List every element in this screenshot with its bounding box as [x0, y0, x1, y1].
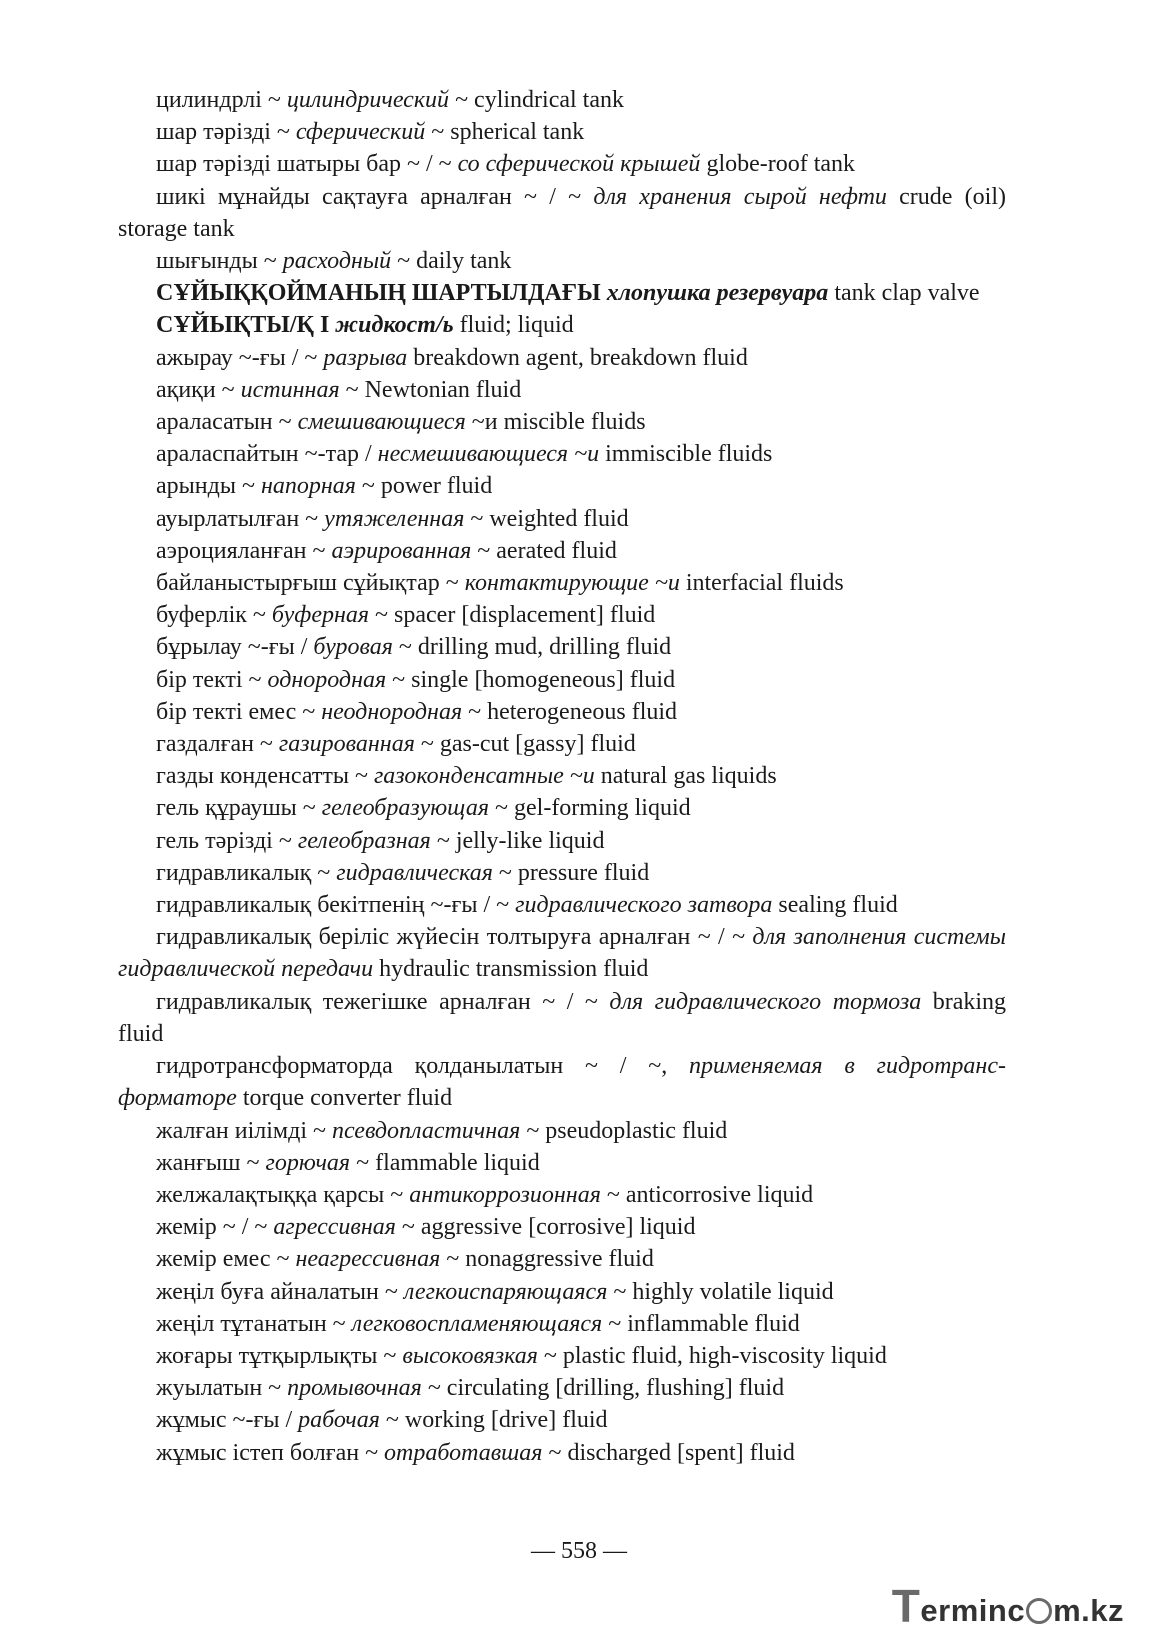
entry-text: natural gas liquids — [594, 763, 777, 790]
entry-russian-term: неагрессивная — [295, 1246, 441, 1273]
dictionary-entry — [118, 986, 1006, 1050]
entry-text: газды конденсатты ~ — [156, 763, 374, 790]
entry-russian-term: неоднородная — [321, 698, 463, 725]
entry-text: араласатын ~ — [156, 409, 298, 436]
dictionary-entry — [118, 1340, 1006, 1372]
entry-text: ~ aggressive [corrosive] liquid — [395, 1214, 696, 1241]
entry-russian-term: применяемая в гидротранс-форматоре — [118, 1053, 1006, 1112]
entry-headword: СҰЙЫҚҚОЙМАНЫҢ ШАРТЫЛДАҒЫ — [156, 280, 601, 307]
logo-text-middle: erminc — [920, 1593, 1026, 1628]
entry-russian-term: жидкост/ь — [335, 312, 454, 339]
entry-text: жоғары тұтқырлықты ~ — [156, 1342, 403, 1369]
entry-text: ~ jelly-like liquid — [430, 827, 605, 854]
entry-text: ~ aerated fluid — [471, 537, 617, 564]
dictionary-entry — [118, 1147, 1006, 1179]
entry-text: шикі мұнайды сақтауға арналған ~ / ~ — [156, 183, 594, 210]
entry-text: ~ working [drive] fluid — [379, 1407, 608, 1434]
entry-text: жанғыш ~ — [156, 1149, 266, 1176]
entry-text: ~ plastic fluid, high-viscosity liquid — [537, 1342, 887, 1369]
entry-russian-term: промывочная — [287, 1375, 422, 1402]
entry-russian-term: газоконденсатные ~и — [373, 763, 595, 790]
entry-russian-term: истинная — [240, 376, 340, 403]
entry-russian-term: газированная — [278, 731, 415, 758]
dictionary-entry — [118, 470, 1006, 502]
entry-text: гель құраушы ~ — [156, 795, 322, 822]
dictionary-entry — [118, 696, 1006, 728]
entry-text: бұрылау ~-ғы / — [156, 634, 314, 661]
entry-text: гидротрансформаторда қолданылатын ~ / ~, — [156, 1053, 690, 1080]
entry-text: жемір ~ / ~ — [156, 1214, 274, 1241]
page-number: — 558 — — [531, 1538, 627, 1564]
entry-russian-term: буферная — [271, 602, 370, 629]
entry-russian-term: для хранения сырой нефти — [593, 183, 887, 210]
entry-russian-term: рабочая — [298, 1407, 380, 1434]
entry-text: ~ pseudoplastic fluid — [520, 1117, 728, 1144]
dictionary-entry — [118, 503, 1006, 535]
entry-text: шығынды ~ — [156, 248, 283, 275]
entry-text: tank clap valve — [828, 280, 980, 307]
dictionary-entry — [118, 1050, 1006, 1114]
entry-russian-term: гидравлического затвора — [515, 892, 773, 919]
dictionary-entry — [118, 277, 1006, 309]
dictionary-entry — [118, 792, 1006, 824]
entry-russian-term: легковоспламеняющаяся — [351, 1310, 603, 1337]
entry-text: sealing fluid — [772, 892, 898, 919]
entry-text: жұмыс істеп болған ~ — [156, 1439, 385, 1466]
entry-russian-term: хлопушка резервуара — [606, 280, 829, 307]
dictionary-entry — [118, 1372, 1006, 1404]
entry-text: газдалған ~ — [156, 731, 279, 758]
entry-text: ~ anticorrosive liquid — [600, 1181, 814, 1208]
entry-russian-term: псевдопластичная — [331, 1117, 521, 1144]
entry-text: ~ power fluid — [355, 473, 493, 500]
entry-text: ~ nonaggressive fluid — [440, 1246, 654, 1273]
entry-text: гидравликалық тежегішке арналған ~ / ~ — [156, 988, 610, 1015]
termincom-logo — [891, 1579, 1124, 1632]
dictionary-entry — [118, 1211, 1006, 1243]
entry-text: globe-roof tank — [700, 151, 856, 178]
entry-text: ~ flammable liquid — [350, 1149, 540, 1176]
entry-russian-term: цилиндрический — [286, 87, 450, 113]
dictionary-entry — [118, 148, 1006, 180]
logo-letter-t: T — [891, 1580, 921, 1632]
entry-text: ~ cylindrical tank — [449, 87, 624, 113]
entry-text: бір текті емес ~ — [156, 698, 322, 725]
entry-text: желжалақтыққа қарсы ~ — [156, 1181, 410, 1208]
entry-russian-term: со сферической крышей — [457, 151, 701, 178]
entry-russian-term: расходный — [282, 248, 392, 275]
entry-russian-term: гидравлическая — [336, 859, 493, 886]
dictionary-entry — [118, 342, 1006, 374]
dictionary-entry — [118, 309, 1006, 341]
entry-text: жуылатын ~ — [156, 1375, 288, 1402]
entry-text: ~ inflammable fluid — [602, 1310, 800, 1337]
entry-text: араласпайтын ~-тар / — [156, 441, 378, 468]
dictionary-entry — [118, 889, 1006, 921]
dictionary-entry — [118, 599, 1006, 631]
entry-text: жұмыс ~-ғы / — [156, 1407, 299, 1434]
entry-russian-term: гелеобразная — [297, 827, 431, 854]
entry-text: ~ daily tank — [391, 248, 512, 275]
entry-text: ~ gas-cut [gassy] fluid — [414, 731, 636, 758]
entry-russian-term: смешивающиеся — [297, 409, 466, 436]
entry-text: жеңіл тұтанатын ~ — [156, 1310, 352, 1337]
entry-text: hydraulic transmission fluid — [373, 956, 649, 983]
dictionary-entry — [118, 1437, 1006, 1469]
entry-russian-term: буровая — [313, 634, 393, 661]
dictionary-entry — [118, 1276, 1006, 1308]
entry-text: ~ gel-forming liquid — [489, 795, 691, 822]
entry-russian-term: напорная — [260, 473, 356, 500]
entry-text: ақиқи ~ — [156, 376, 241, 403]
entry-text: шар тәрізді ~ — [156, 119, 296, 146]
dictionary-entry — [118, 84, 1006, 116]
dictionary-entry — [118, 728, 1006, 760]
entry-russian-term: высоковязкая — [402, 1342, 538, 1369]
entry-russian-term: утяжеленная — [324, 505, 465, 532]
entry-text: жемір емес ~ — [156, 1246, 296, 1273]
dictionary-entry — [118, 1179, 1006, 1211]
dictionary-entry — [118, 664, 1006, 696]
entry-text: арынды ~ — [156, 473, 261, 500]
entry-text: ~ single [homogeneous] fluid — [386, 666, 676, 693]
entry-text: torque converter fluid — [236, 1085, 453, 1112]
entry-headword: СҰЙЫҚТЫ/Қ I — [156, 312, 330, 339]
entry-text: ауырлатылған ~ — [156, 505, 325, 532]
entry-text: гидравликалық бекітпенің ~-ғы / ~ — [156, 892, 516, 919]
dictionary-entry — [118, 116, 1006, 148]
entry-text: жалған иілімді ~ — [156, 1117, 332, 1144]
entry-text: ~ discharged [spent] fluid — [542, 1439, 795, 1466]
entry-text: ~ spacer [displacement] fluid — [369, 602, 656, 629]
letter-o-ring-icon — [1026, 1598, 1052, 1624]
entry-russian-term: горючая — [265, 1149, 351, 1176]
entry-text: шар тәрізді шатыры бар ~ / ~ — [156, 151, 458, 178]
entry-text: ~ spherical tank — [425, 119, 585, 146]
dictionary-entry — [118, 1404, 1006, 1436]
entry-text: ~и miscible fluids — [465, 409, 646, 436]
entry-russian-term: несмешивающиеся ~и — [377, 441, 600, 468]
entry-text: бір текті ~ — [156, 666, 268, 693]
entry-text: ~ pressure fluid — [492, 859, 650, 886]
entry-text: ~ Newtonian fluid — [339, 376, 522, 403]
entry-text: жеңіл буға айналатын ~ — [156, 1278, 404, 1305]
entry-russian-term: сферический — [295, 119, 426, 146]
entry-russian-term: аэрированная — [331, 537, 472, 564]
dictionary-entry — [118, 825, 1006, 857]
dictionary-entry — [118, 438, 1006, 470]
dictionary-entry — [118, 535, 1006, 567]
entry-text: байланыстырғыш сұйықтар ~ — [156, 570, 465, 597]
entry-russian-term: для заполнения системы гидравлической передачи — [118, 924, 1006, 983]
entry-text: ~ heterogeneous fluid — [462, 698, 678, 725]
entry-text: ~ weighted fluid — [464, 505, 629, 532]
dictionary-entry — [118, 245, 1006, 277]
entry-text: цилиндрлі ~ — [156, 87, 287, 113]
entry-text: immiscible fluids — [599, 441, 773, 468]
entry-text: fluid; liquid — [453, 312, 574, 339]
entry-text: ~ drilling mud, drilling fluid — [392, 634, 672, 661]
logo-text-end: m.kz — [1053, 1593, 1124, 1628]
dictionary-entry — [118, 1243, 1006, 1275]
entry-text: буферлік ~ — [156, 602, 272, 629]
entry-russian-term: однородная — [267, 666, 387, 693]
dictionary-entry — [118, 181, 1006, 245]
dictionary-entries — [118, 84, 1006, 1469]
dictionary-entry — [118, 1115, 1006, 1147]
entry-russian-term: агрессивная — [273, 1214, 396, 1241]
entry-text: crude (oil) storage tank — [118, 183, 1006, 242]
dictionary-entry — [118, 921, 1006, 985]
entry-text: breakdown agent, breakdown fluid — [407, 344, 748, 371]
entry-russian-term: легкоиспаряющаяся — [403, 1278, 608, 1305]
dictionary-entry — [118, 406, 1006, 438]
entry-russian-term: отработавшая — [384, 1439, 543, 1466]
entry-text: ~ highly volatile liquid — [607, 1278, 834, 1305]
entry-russian-term: контактирующие ~и — [464, 570, 680, 597]
dictionary-entry — [118, 567, 1006, 599]
entry-text: ~ circulating [drilling, flushing] fluid — [421, 1375, 785, 1402]
entry-text: interfacial fluids — [679, 570, 844, 597]
dictionary-entry — [118, 631, 1006, 663]
dictionary-entry — [118, 374, 1006, 406]
entry-text: аэроцияланған ~ — [156, 537, 332, 564]
entry-russian-term: гелеобразующая — [321, 795, 490, 822]
dictionary-entry — [118, 857, 1006, 889]
entry-text: гидравликалық беріліс жүйесін толтыруға арналған ~ / ~ — [156, 924, 753, 951]
dictionary-entry — [118, 760, 1006, 792]
entry-russian-term: разрыва — [323, 344, 408, 371]
entry-text: гель тәрізді ~ — [156, 827, 298, 854]
entry-russian-term: для гидравлического тормоза — [609, 988, 922, 1015]
entry-text: ажырау ~-ғы / ~ — [156, 344, 324, 371]
entry-text: braking fluid — [118, 988, 1007, 1047]
entry-russian-term: антикоррозионная — [409, 1181, 601, 1208]
dictionary-entry — [118, 1308, 1006, 1340]
entry-text: гидравликалық ~ — [156, 859, 337, 886]
